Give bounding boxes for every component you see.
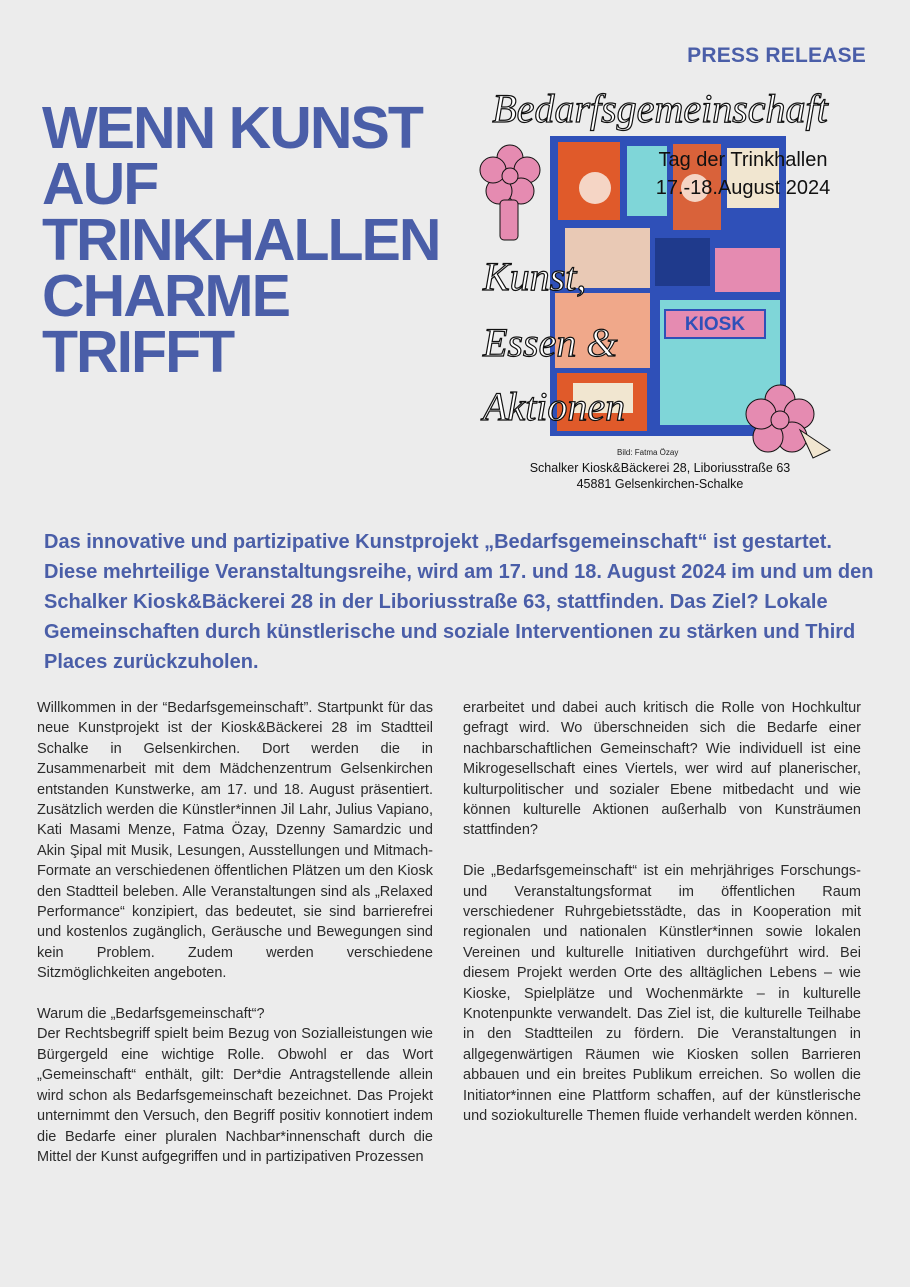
body-column-right [463, 698, 861, 1147]
body-column-left [37, 698, 433, 1188]
poster-credit: Bild: Fatma Özay [617, 448, 679, 457]
bottle-icon [500, 200, 518, 240]
flower-icon [480, 145, 540, 204]
poster-slogan-line: Kunst, [483, 254, 587, 299]
poster-slogan-line: Essen & [483, 320, 618, 365]
body-paragraph: erarbeitet und dabei auch kritisch die Rolle von Hochkultur gefragt wird. Wo überschneiden sich die Bedarfe einer nachbarschaftlichen Gemeinschaft? Wie individuell ist eine Mikrogesellschaft eines Viertels, wer wird auf planerischer, kulturpolitischer und sozialer Ebene mitbedacht und wie können kulturelle Aktionen außerhalb von Kunsträumen stattfinden? [463, 700, 861, 839]
headline-line: AUF [42, 151, 158, 217]
body-paragraph: Willkommen in der “Bedarfsgemeinschaft”. Startpunkt für das neue Kunstprojekt ist der Kiosk&Bäckerei 28 im Stadtteil Schalke in Gelsenkirchen. Dort werden die in Zusammenarbeit mit dem Mädchenzentrum Gelsenkirchen entstanden Kunstwerke, am 17. und 18. August präsentiert. Zusätzlich werden die Künstler*innen Jil Lahr, Julius Vapiano, Kati Masami Menze, Fatma Özay, Dzenny Samardzic und Akin Şipal mit Musik, Lesungen, Ausstellungen und Mitmach-Formate an verschiedenen öffentlichen Plätzen um den Kiosk den Stadtteil beleben. Alle Veranstaltungen sind als „Relaxed Performance“ konzipiert, das bedeutet, sie sind barrierefrei und kostenlos zugänglich, Geräusche und Bewegungen sind kein Problem. Zudem werden verschiedene Sitzmöglichkeiten angeboten. [37, 700, 433, 982]
section-question: Warum die „Bedarfsgemeinschaft“? [37, 1006, 265, 1023]
headline-line: WENN KUNST [42, 95, 422, 161]
poster-event: Tag der Trinkhallen [658, 149, 828, 171]
headline-line: CHARME [42, 263, 289, 329]
headline-line: TRIFFT [42, 319, 234, 385]
poster-slogan-line: Aktionen [483, 384, 626, 429]
lead-paragraph: Das innovative und partizipative Kunstprojekt „Bedarfsgemeinschaft“ ist gestartet. Diese mehrteilige Veranstaltungsreihe, wird am 17. und 18. August 2024 im und um den Schalker Kiosk&Bäckerei 28 in der Liboriusstraße 63, stattfinden. Das Ziel? Lokale Gemeinschaften durch künstlerische und soziale Interventionen zu stärken und Third Places zurückzuholen. [44, 531, 874, 673]
body-paragraph: Der Rechtsbegriff spielt beim Bezug von Sozialleistungen wie Bürgergeld eine wichtige Rolle. Obwohl er das Wort „Gemeinschaft“ enthält, gilt: Der*die Antragstellende allein wird schon als Bedarfsgemeinschaft bezeichnet. Das Projekt unternimmt den Versuch, den Begriff positiv konnotiert indem die Bedarfe einer pluralen Nachbar*innenschaft durch die Mittel der Kunst aufgegriffen und in partizipativen Prozessen [37, 1026, 433, 1165]
poster-dates: 17.-18.August 2024 [655, 177, 831, 199]
headline [42, 95, 442, 385]
body-paragraph: Die „Bedarfsgemeinschaft“ ist ein mehrjähriges Forschungs- und Veranstaltungsformat im öffentlichen Raum verschiedener Ruhrgebietsstädte, das in Kooperation mit regionalen und nationalen Künstler*innen sowie lokalen Vereinen und kulturelle Initiativen durchgeführt wird. Bei diesem Projekt werden Orte des alltäglichen Lebens – wie Kioske, Spielplätze und Wochenmärkte – in kulturelle Knotenpunkte verwandelt. Das Ziel ist, die kulturelle Teilhabe in den Stadtteilen zu fördern. Die Veranstaltungen in allgegenwärtigen Räumen wie Kiosken sollen Barrieren abbauen und ein breites Publikum erreichen. So wollen die Initiator*innen eine Plattform schaffen, auf der künstlerische und soziokulturelle Themen fluide verhandelt werden können. [463, 863, 861, 1125]
poster-address-line: 45881 Gelsenkirchen-Schalke [576, 477, 744, 491]
event-poster [455, 78, 865, 498]
poster-kiosk-sign: KIOSK [684, 314, 746, 335]
headline-line: TRINKHALLEN [42, 207, 440, 273]
poster-title: Bedarfsgemeinschaft [492, 86, 828, 131]
poster-address-line: Schalker Kiosk&Bäckerei 28, Liboriusstraße 63 [529, 461, 791, 475]
press-release-label: PRESS RELEASE [687, 44, 866, 67]
